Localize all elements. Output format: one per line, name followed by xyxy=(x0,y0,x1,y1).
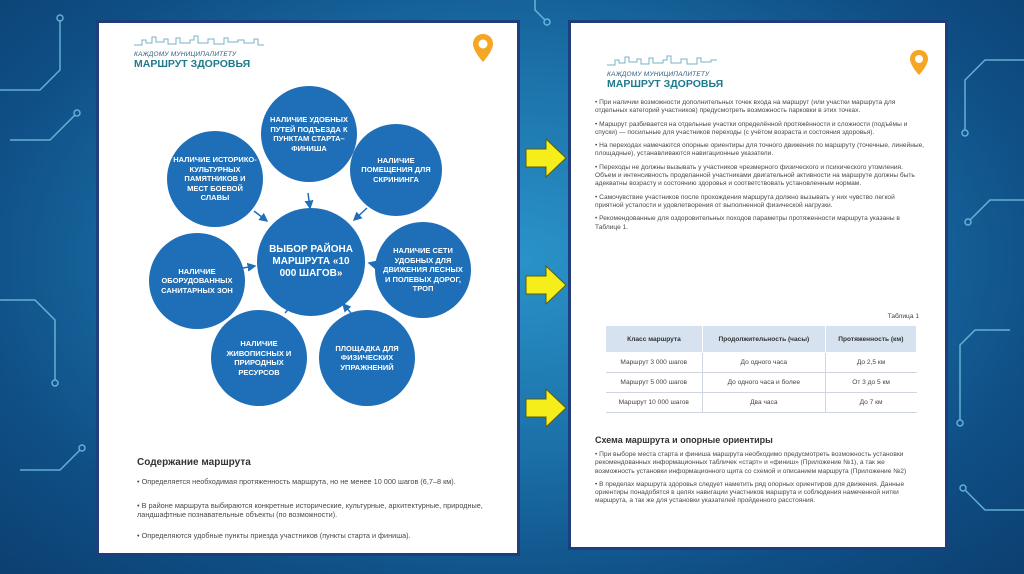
table-header-row xyxy=(606,326,917,353)
location-pin-icon xyxy=(909,49,929,76)
yellow-arrow-icon xyxy=(524,137,568,179)
diagram-node-exercise-area: ПЛОЩАДКА ДЛЯ ФИЗИЧЕСКИХ УПРАЖНЕНИЙ xyxy=(319,310,415,406)
table-cell: До одного часа и более xyxy=(702,373,825,393)
table-cell: Два часа xyxy=(702,393,825,413)
table-header-cell: Продолжительность (часы) xyxy=(702,326,825,353)
right-section-title: Схема маршрута и опорные ориентиры xyxy=(595,435,773,445)
brand-title: МАРШРУТ ЗДОРОВЬЯ xyxy=(134,58,251,70)
table-row xyxy=(606,373,917,393)
diagram-node-historical-sites: НАЛИЧИЕ ИСТОРИКО-КУЛЬТУРНЫХ ПАМЯТНИКОВ И МЕСТ БОЕВОЙ СЛАВЫ xyxy=(167,131,263,227)
brand-logo xyxy=(607,53,723,90)
diagram-center-node: ВЫБОР РАЙОНА МАРШРУТА «10 000 ШАГОВ» xyxy=(257,208,365,316)
table-row xyxy=(606,393,917,413)
table-cell: Маршрут 3 000 шагов xyxy=(606,353,703,373)
diagram-node-screening-room: НАЛИЧИЕ ПОМЕЩЕНИЯ ДЛЯ СКРИНИНГА xyxy=(350,124,442,216)
table-header-cell: Протяженность (км) xyxy=(825,326,916,353)
table-header-cell: Класс маршрута xyxy=(606,326,703,353)
table-row xyxy=(606,353,917,373)
diagram-node-sanitary-zones: НАЛИЧИЕ ОБОРУДОВАННЫХ САНИТАРНЫХ ЗОН xyxy=(149,233,245,329)
city-skyline-icon xyxy=(607,54,717,66)
right-section-bullet-2: • В пределах маршрута здоровья следует наметить ряд опорных ориентиров для движения. Данные ориентиры понадобятся в целях навигации участников маршрута и соблюдения намеченной нитки маршрута, а так же для установки указателей пройденного расстояния. xyxy=(595,481,925,506)
table-cell: Маршрут 5 000 шагов xyxy=(606,373,703,393)
right-bullet-4: • Переходы не должны вызывать у участников чрезмерного физического и психического утомления. Объем и интенсивность проделанной участниками двигательной активности на маршруте должны быть адекватны возрасту и состоянию здоровья и соответствовать установленным нормам. xyxy=(595,164,925,189)
table-caption: Таблица 1 xyxy=(887,313,919,320)
right-bullets xyxy=(595,99,925,237)
right-section-bullet-1: • При выборе места старта и финиша маршрута необходимо предусмотреть возможность установки рекомендованных информационных табличек «старт» и «финиш» (Приложение №1), а так же возможность установки информационного щита со схемой и описанием маршрута (Приложение №2) xyxy=(595,451,925,476)
table-cell: От 3 до 5 км xyxy=(825,373,916,393)
yellow-arrow-icon xyxy=(524,387,568,429)
table-cell: Маршрут 10 000 шагов xyxy=(606,393,703,413)
right-bullet-5: • Самочувствие участников после прохождения маршрута должно вызывать у них чувство легкой приятной усталости и удовлетворения от выполненной физической нагрузки. xyxy=(595,194,925,211)
right-bullet-6: • Рекомендованные для оздоровительных походов параметры протяженности маршрута указаны в Таблице 1. xyxy=(595,215,925,232)
table-cell: До 2,5 км xyxy=(825,353,916,373)
table-cell: До 7 км xyxy=(825,393,916,413)
diagram-node-access-roads: НАЛИЧИЕ УДОБНЫХ ПУТЕЙ ПОДЪЕЗДА К ПУНКТАМ СТАРТА–ФИНИША xyxy=(261,86,357,182)
table-cell: До одного часа xyxy=(702,353,825,373)
yellow-arrow-icon xyxy=(524,264,568,306)
right-bullet-1: • При наличии возможности дополнительных точек входа на маршрут (или участки маршрута для отдельных категорий участников) предусмотреть возможность парковки в этих точках. xyxy=(595,99,925,116)
brand-tagline: КАЖДОМУ МУНИЦИПАЛИТЕТУ xyxy=(134,51,237,58)
right-section-bullets xyxy=(595,451,925,511)
brand-tagline: КАЖДОМУ МУНИЦИПАЛИТЕТУ xyxy=(607,71,710,78)
left-bullet-3: • Определяются удобные пункты приезда участников (пункты старта и финиша). xyxy=(137,531,487,540)
right-page xyxy=(568,20,948,550)
routes-table xyxy=(605,325,917,413)
diagram-node-natural-resources: НАЛИЧИЕ ЖИВОПИСНЫХ И ПРИРОДНЫХ РЕСУРСОВ xyxy=(211,310,307,406)
brand-title: МАРШРУТ ЗДОРОВЬЯ xyxy=(607,78,724,90)
left-bullet-1: • Определяется необходимая протяженность маршрута, но не менее 10 000 шагов (6,7–8 км). xyxy=(137,477,487,486)
right-bullet-3: • На переходах намечаются опорные ориентиры для точного движения по маршруту (точечные, линейные, площадные), устанавливаются навигационные указатели. xyxy=(595,142,925,159)
right-bullet-2: • Маршрут разбивается на отдельные участки определённой протяжённости и сложности (подъёмы и спуски) — посильные для участников переходы (с учётом возраста и состояния здоровья). xyxy=(595,121,925,138)
left-page xyxy=(96,20,520,556)
left-section-title: Содержание маршрута xyxy=(137,457,251,468)
diagram-node-forest-roads: НАЛИЧИЕ СЕТИ УДОБНЫХ ДЛЯ ДВИЖЕНИЯ ЛЕСНЫХ И ПОЛЕВЫХ ДОРОГ, ТРОП xyxy=(375,222,471,318)
left-bullet-2: • В районе маршрута выбираются конкретные исторические, культурные, архитектурные, природные, ландшафтные познавательные объекты (по возможности). xyxy=(137,501,487,519)
